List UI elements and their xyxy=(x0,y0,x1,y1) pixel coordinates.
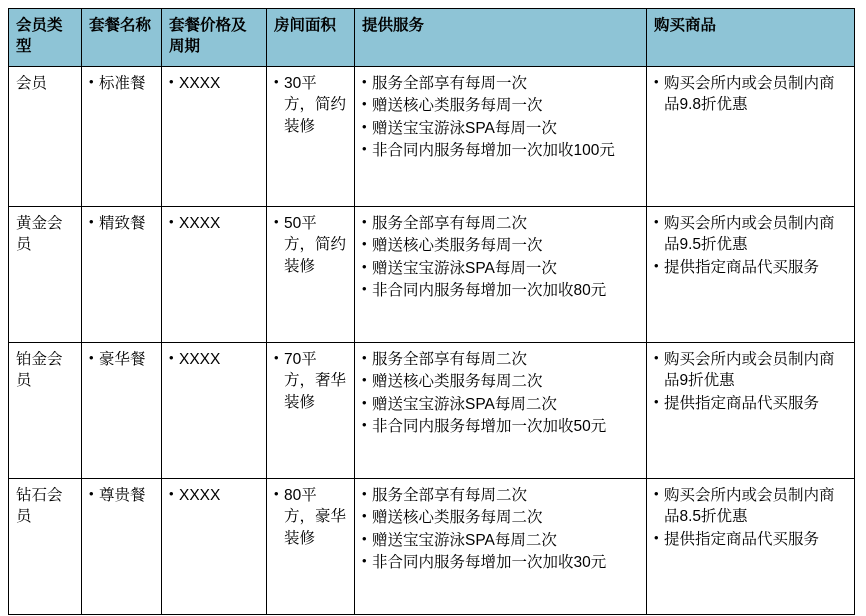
list-item: • 购买会所内或会员制内商品9.5折优惠 xyxy=(654,213,847,256)
list-item: • 尊贵餐 xyxy=(89,485,154,506)
cell-plan-name xyxy=(82,66,162,206)
cell-plan-name xyxy=(82,342,162,478)
bullet-list xyxy=(89,485,154,506)
cell-room-area xyxy=(267,66,355,206)
cell-services xyxy=(355,206,647,342)
list-item: • 赠送宝宝游泳SPA每周二次 xyxy=(362,394,639,415)
cell-member-type: 铂金会员 xyxy=(9,342,82,478)
table-row xyxy=(9,66,855,206)
list-item: • 30平方，简约装修 xyxy=(274,73,347,137)
cell-goods xyxy=(647,66,855,206)
list-item: • 服务全部享有每周二次 xyxy=(362,349,639,370)
list-item: • 赠送宝宝游泳SPA每周一次 xyxy=(362,118,639,139)
list-item: • 精致餐 xyxy=(89,213,154,234)
list-item: • 赠送宝宝游泳SPA每周二次 xyxy=(362,530,639,551)
cell-plan-name xyxy=(82,478,162,614)
bullet-list xyxy=(89,73,154,94)
column-header-plan-price: 套餐价格及周期 xyxy=(162,9,267,67)
cell-room-area xyxy=(267,342,355,478)
list-item: • 非合同内服务每增加一次加收30元 xyxy=(362,552,639,573)
column-header-member-type: 会员类型 xyxy=(9,9,82,67)
column-header-plan-name: 套餐名称 xyxy=(82,9,162,67)
bullet-list xyxy=(362,73,639,162)
list-item: • 购买会所内或会员制内商品9折优惠 xyxy=(654,349,847,392)
cell-plan-price xyxy=(162,206,267,342)
bullet-list xyxy=(274,485,347,549)
cell-room-area xyxy=(267,478,355,614)
membership-plan-table xyxy=(8,8,855,615)
bullet-list xyxy=(362,485,639,574)
bullet-list xyxy=(654,485,847,550)
list-item: • 50平方，简约装修 xyxy=(274,213,347,277)
list-item: • 标准餐 xyxy=(89,73,154,94)
list-item: • 70平方，奢华装修 xyxy=(274,349,347,413)
table-row xyxy=(9,206,855,342)
list-item: • 赠送核心类服务每周二次 xyxy=(362,371,639,392)
list-item: • 非合同内服务每增加一次加收80元 xyxy=(362,280,639,301)
cell-goods xyxy=(647,478,855,614)
list-item: • 豪华餐 xyxy=(89,349,154,370)
list-item: • 赠送核心类服务每周一次 xyxy=(362,95,639,116)
list-item: • 80平方，豪华装修 xyxy=(274,485,347,549)
cell-services xyxy=(355,66,647,206)
list-item: • 赠送核心类服务每周二次 xyxy=(362,507,639,528)
list-item: • 服务全部享有每周一次 xyxy=(362,73,639,94)
bullet-list xyxy=(274,73,347,137)
list-item: • 非合同内服务每增加一次加收50元 xyxy=(362,416,639,437)
column-header-services: 提供服务 xyxy=(355,9,647,67)
bullet-list xyxy=(654,213,847,278)
bullet-list xyxy=(89,213,154,234)
list-item: • 非合同内服务每增加一次加收100元 xyxy=(362,140,639,161)
cell-goods xyxy=(647,342,855,478)
list-item: • 提供指定商品代买服务 xyxy=(654,393,847,414)
cell-member-type: 钻石会员 xyxy=(9,478,82,614)
list-item: • XXXX xyxy=(169,213,259,234)
cell-services xyxy=(355,342,647,478)
cell-member-type: 黄金会员 xyxy=(9,206,82,342)
bullet-list xyxy=(169,349,259,370)
cell-plan-name xyxy=(82,206,162,342)
bullet-list xyxy=(362,349,639,438)
list-item: • 服务全部享有每周二次 xyxy=(362,485,639,506)
cell-goods xyxy=(647,206,855,342)
bullet-list xyxy=(169,213,259,234)
list-item: • XXXX xyxy=(169,349,259,370)
table-body xyxy=(9,66,855,614)
bullet-list xyxy=(654,349,847,414)
cell-member-type: 会员 xyxy=(9,66,82,206)
list-item: • 购买会所内或会员制内商品8.5折优惠 xyxy=(654,485,847,528)
cell-room-area xyxy=(267,206,355,342)
bullet-list xyxy=(169,485,259,506)
list-item: • 提供指定商品代买服务 xyxy=(654,257,847,278)
cell-plan-price xyxy=(162,478,267,614)
list-item: • XXXX xyxy=(169,485,259,506)
list-item: • 购买会所内或会员制内商品9.8折优惠 xyxy=(654,73,847,116)
column-header-goods: 购买商品 xyxy=(647,9,855,67)
bullet-list xyxy=(169,73,259,94)
bullet-list xyxy=(362,213,639,302)
cell-plan-price xyxy=(162,66,267,206)
cell-services xyxy=(355,478,647,614)
list-item: • XXXX xyxy=(169,73,259,94)
table-row xyxy=(9,478,855,614)
table-header xyxy=(9,9,855,67)
bullet-list xyxy=(89,349,154,370)
table-header-row xyxy=(9,9,855,67)
bullet-list xyxy=(654,73,847,116)
list-item: • 服务全部享有每周二次 xyxy=(362,213,639,234)
column-header-room-area: 房间面积 xyxy=(267,9,355,67)
list-item: • 赠送宝宝游泳SPA每周一次 xyxy=(362,258,639,279)
cell-plan-price xyxy=(162,342,267,478)
bullet-list xyxy=(274,349,347,413)
table-row xyxy=(9,342,855,478)
list-item: • 提供指定商品代买服务 xyxy=(654,529,847,550)
bullet-list xyxy=(274,213,347,277)
list-item: • 赠送核心类服务每周一次 xyxy=(362,235,639,256)
